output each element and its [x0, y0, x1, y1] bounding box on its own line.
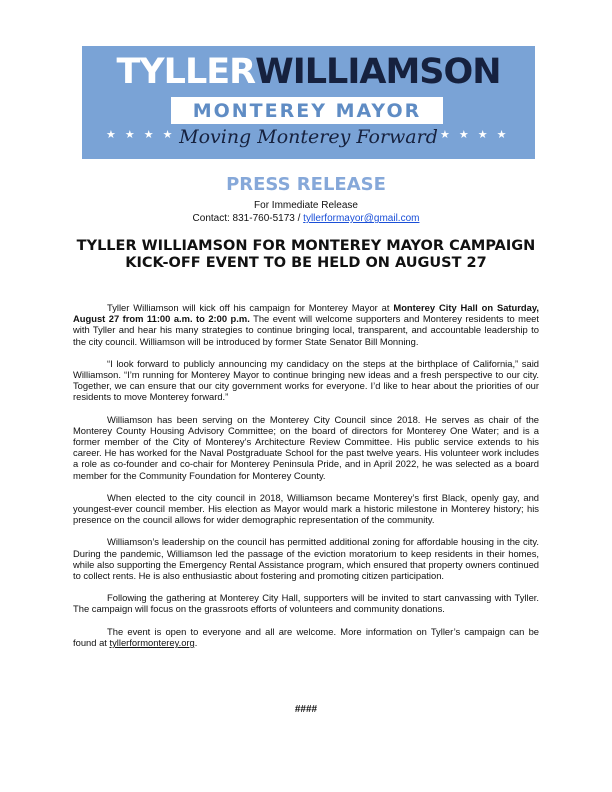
body-paragraph-4: When elected to the city council in 2018, Williamson became Monterey’s first Black, openly gay, and youngest-ever council member. His election as Mayor would mark a historic milestone in Monterey history; his presence on the council allows for wider demographic representation of the community. [73, 491, 539, 526]
body-paragraph-2: “I look forward to publicly announcing my candidacy on the steps at the birthplace of California,” said Williamson. “I’m running for Monterey Mayor to continue bringing new ideas and a fresh perspective to our city. Together, we can ensure that our city government works for everyone. I’d like to hear about the priorities of our residents to move Monterey forward.” [73, 357, 539, 403]
body-paragraph-3: Williamson has been serving on the Monterey City Council since 2018. He serves as chair of the Monterey County Housing Advisory Committee; on the board of directors for Monterey One Water; and is a former member of the City of Monterey’s Architecture Review Committee. His public service extends to his career. He has worked for the Naval Postgraduate School for the past twelve years. His volunteer work includes a role as co-founder and co-chair for Monterey Peninsula Pride, and in April 2022, he was selected as a board member for the Community Foundation for Monterey County. [73, 413, 539, 481]
press-release-body [73, 302, 539, 659]
body-p7-text-a: The event is open to everyone and all are welcome. More information on Tyller’s campaign can be found at [73, 625, 539, 648]
body-paragraph-6: Following the gathering at Monterey City Hall, supporters will be invited to start canvassing with Tyller. The campaign will focus on the grassroots efforts of volunteers and community donations. [73, 592, 539, 615]
contact-phone: Contact: 831-760-5173 / [192, 213, 304, 224]
stars-left-icon: ★★★★ [106, 129, 182, 141]
banner-title: MONTEREY MAYOR [192, 99, 422, 122]
body-p1-text-b: The event will welcome supporters and Monterey residents to meet with Tyller and hear his many strategies to continue bringing local, transparent, and accountable leadership to the city council. Williamson will be introduced by former State Senator Bill Monning. [73, 313, 539, 347]
banner-first-name: TYLLER [116, 52, 256, 92]
body-p7-text-b: . [194, 636, 198, 648]
banner-tagline: Moving Monterey Forward [179, 126, 438, 148]
body-paragraph-7 [73, 626, 539, 648]
body-p1-event-details: Monterey City Hall on Saturday, August 27 from 11:00 a.m. to 2:00 p.m. [73, 302, 539, 325]
press-release-label: PRESS RELEASE [226, 174, 386, 195]
body-paragraph-1 [73, 302, 539, 347]
end-mark: #### [294, 704, 318, 715]
banner-candidate-name [82, 52, 535, 92]
campaign-website-link[interactable]: tyllerformonterey.org [109, 636, 195, 648]
stars-right-icon: ★★★★ [440, 129, 516, 141]
release-note: For Immediate Release [254, 200, 358, 211]
headline: TYLLER WILLIAMSON FOR MONTEREY MAYOR CAMPAIGN KICK-OFF EVENT TO BE HELD ON AUGUST 27 [76, 238, 536, 271]
body-p1-text-a: Tyller Williamson will kick off his campaign for Monterey Mayor at [107, 302, 394, 313]
contact-line [0, 213, 612, 224]
body-paragraph-5: Williamson’s leadership on the council has permitted additional zoning for affordable housing in the city. During the pandemic, Williamson led the passage of the eviction moratorium to keep residents in their homes, while also supporting the Emergency Rental Assistance program, which ensured that property owners continued to collect rents. He is also enthusiastic about fostering and promoting citizen participation. [73, 536, 539, 582]
banner-last-name: WILLIAMSON [255, 52, 501, 92]
contact-email-link[interactable]: tyllerformayor@gmail.com [303, 213, 420, 224]
banner-title-bar [171, 97, 443, 124]
campaign-banner [82, 46, 535, 159]
